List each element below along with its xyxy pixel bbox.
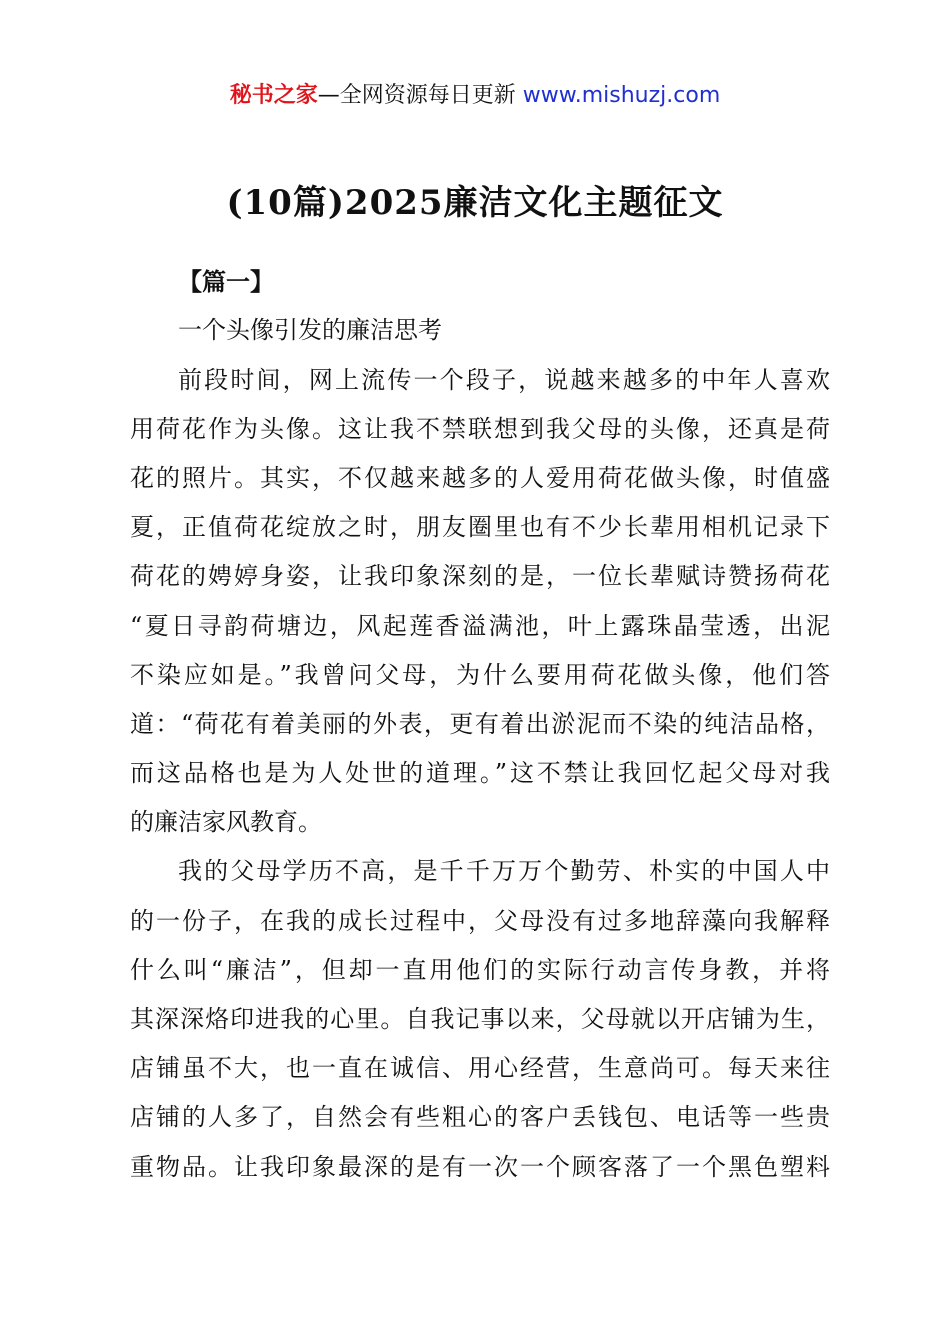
paragraph-line: 什么叫“廉洁”，但却一直用他们的实际行动言传身教，并将	[130, 955, 830, 984]
article-title: 一个头像引发的廉洁思考	[178, 316, 442, 345]
document-title: (10篇)2025廉洁文化主题征文	[226, 183, 724, 223]
site-url-link[interactable]: www.mishuzj.com	[522, 83, 721, 108]
paragraph-line: 的一份子，在我的成长过程中，父母没有过多地辞藻向我解释	[130, 906, 830, 935]
paragraph-line: 用荷花作为头像。这让我不禁联想到我父母的头像，还真是荷	[130, 414, 830, 443]
site-header	[0, 80, 950, 112]
site-brand: 秘书之家	[229, 83, 318, 108]
paragraph-line: 不染应如是。”我曾问父母，为什么要用荷花做头像，他们答	[130, 660, 830, 689]
paragraph-line: 店铺虽不大，也一直在诚信、用心经营，生意尚可。每天来往	[130, 1054, 830, 1083]
paragraph-line: 荷花的娉婷身姿，让我印象深刻的是，一位长辈赋诗赞扬荷花	[130, 562, 830, 591]
paragraph-line: 夏，正值荷花绽放之时，朋友圈里也有不少长辈用相机记录下	[130, 513, 830, 542]
paragraph-line: 其深深烙印进我的心里。自我记事以来，父母就以开店铺为生，	[130, 1005, 830, 1033]
paragraph-1	[130, 356, 830, 848]
paragraph-line: “夏日寻韵荷塘边，风起莲香溢满池，叶上露珠晶莹透，出泥	[130, 611, 830, 640]
site-tagline: —全网资源每日更新	[317, 83, 523, 108]
paragraph-line: 花的照片。其实，不仅越来越多的人爱用荷花做头像，时值盛	[130, 463, 830, 492]
paragraph-line: 的廉洁家风教育。	[130, 808, 322, 837]
document-body	[130, 208, 830, 1192]
paragraph-line: 店铺的人多了，自然会有些粗心的客户丢钱包、电话等一些贵	[130, 1103, 830, 1132]
paragraph-line: 而这品格也是为人处世的道理。”这不禁让我回忆起父母对我	[130, 759, 830, 788]
paragraph-line: 我的父母学历不高，是千千万万个勤劳、朴实的中国人中	[178, 857, 830, 886]
paragraph-line: 重物品。让我印象最深的是有一次一个顾客落了一个黑色塑料	[130, 1152, 830, 1181]
paragraph-line: 前段时间，网上流传一个段子，说越来越多的中年人喜欢	[178, 365, 830, 394]
paragraph-line: 道：“荷花有着美丽的外表，更有着出淤泥而不染的纯洁品格，	[130, 709, 830, 738]
section-label: 【篇一】	[178, 267, 274, 297]
paragraph-2	[130, 847, 830, 1191]
